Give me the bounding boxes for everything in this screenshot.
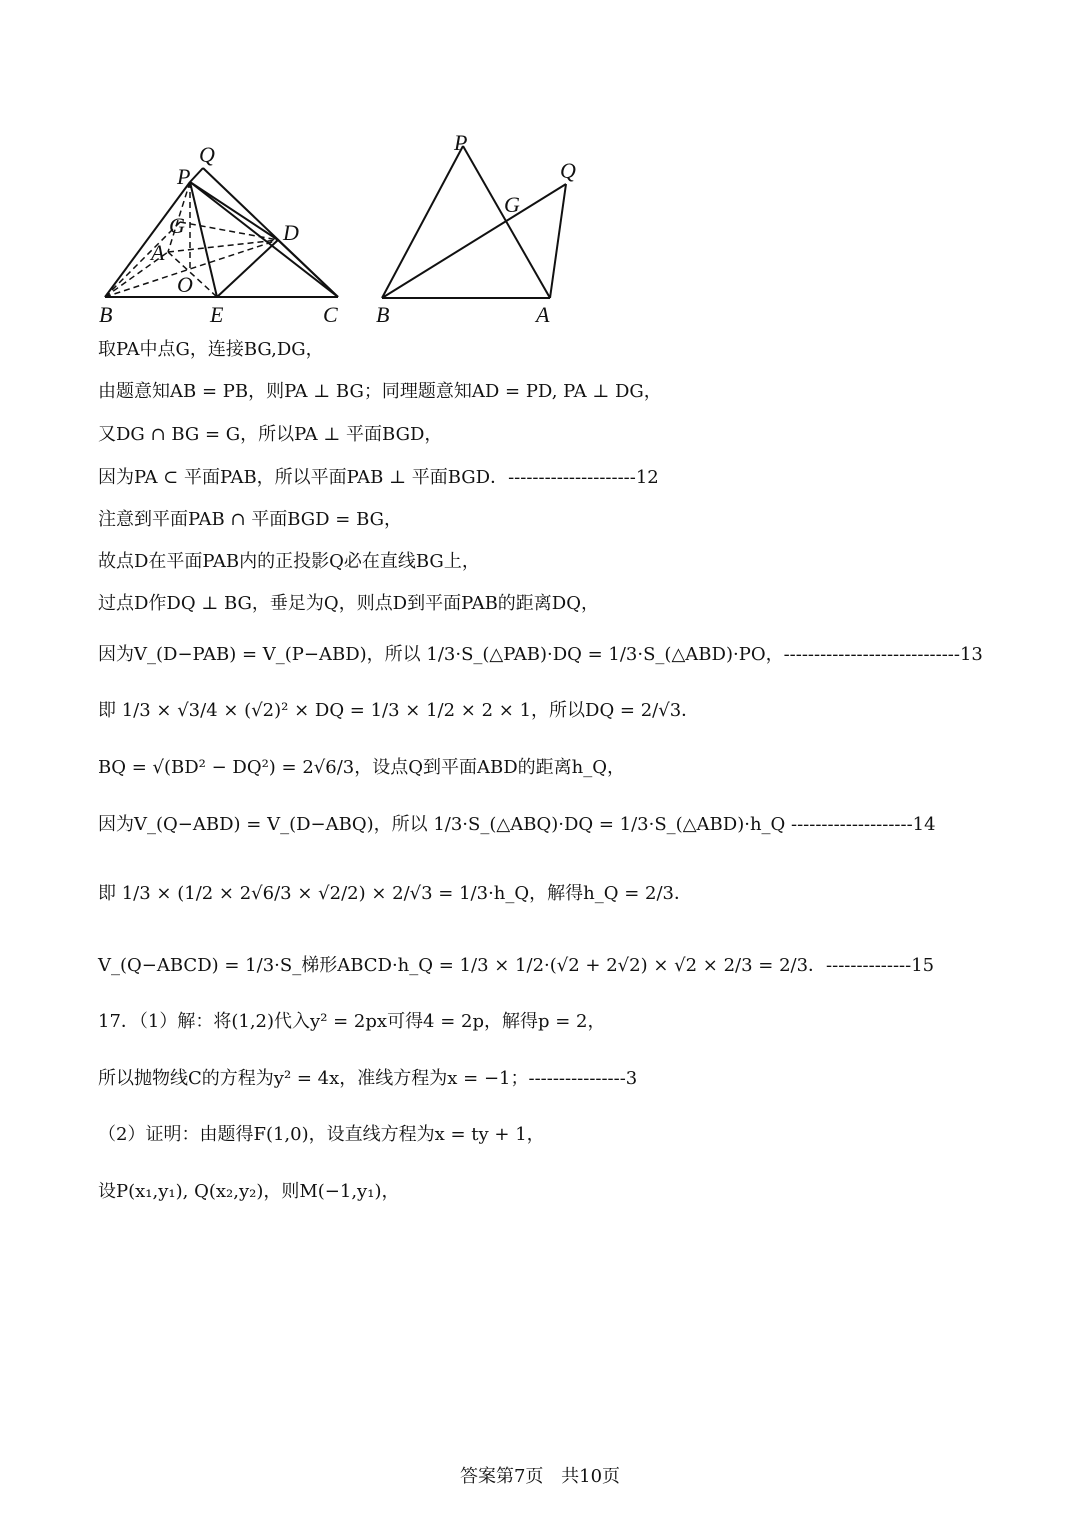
pyramid-figure	[95, 140, 355, 330]
problem-17-part-1: 17．（1）解：将(1,2)代入y² = 2px可得4 = 2p，解得p = 2，	[98, 1011, 606, 1032]
label-Q-right: Q	[560, 158, 576, 183]
label-A: A	[151, 240, 165, 265]
page-total: 共10页	[561, 1466, 621, 1487]
solution-line-2: 由题意知AB = PB，则PA ⊥ BG；同理题意知AD = PD, PA ⊥ DG，	[98, 381, 662, 402]
page-number: 答案第7页	[459, 1466, 544, 1487]
edge-BP	[382, 146, 463, 298]
problem-17-part-1-result: 所以抛物线C的方程为y² = 4x，准线方程为x = −1；----------------3	[98, 1068, 638, 1089]
section-figure	[370, 128, 600, 330]
edge-BQ	[382, 184, 566, 298]
label-P: P	[177, 164, 191, 189]
label-G: G	[169, 213, 185, 238]
solution-line-4: 因为PA ⊂ 平面PAB，所以平面PAB ⊥ 平面BGD．---------------------12	[98, 467, 659, 488]
solution-line-9: 即 1/3 × √3/4 × (√2)² × DQ = 1/3 × 1/2 × 2 × 1，所以DQ = 2/√3．	[98, 700, 700, 721]
page-footer	[0, 1462, 1080, 1488]
solution-line-7: 过点D作DQ ⊥ BG，垂足为Q，则点D到平面PAB的距离DQ，	[98, 593, 599, 614]
edge-QP	[190, 168, 203, 182]
label-C: C	[323, 302, 338, 327]
label-B: B	[99, 302, 113, 327]
label-G-right: G	[504, 192, 520, 217]
label-E: E	[210, 302, 224, 327]
label-B-right: B	[376, 302, 390, 327]
label-D: D	[283, 220, 299, 245]
solution-line-11: 因为V_(Q−ABD) = V_(D−ABQ)，所以 1/3·S_(△ABQ)·DQ = 1/3·S_(△ABD)·h_Q --------------------14	[98, 814, 936, 835]
label-P-right: P	[454, 130, 468, 155]
solution-line-10: BQ = √(BD² − DQ²) = 2√6/3，设点Q到平面ABD的距离h_Q，	[98, 757, 626, 778]
solution-line-13: V_(Q−ABCD) = 1/3·S_梯形ABCD·h_Q = 1/3 × 1/2·(√2 + 2√2) × √2 × 2/3 = 2/3．--------------15	[98, 955, 935, 976]
solution-line-1: 取PA中点G，连接BG,DG，	[98, 339, 324, 360]
label-Q: Q	[199, 142, 215, 167]
problem-17-part-2-points: 设P(x₁,y₁), Q(x₂,y₂)，则M(−1,y₁)，	[98, 1181, 400, 1202]
solution-line-12: 即 1/3 × (1/2 × 2√6/3 × √2/2) × 2/√3 = 1/3·h_Q，解得h_Q = 2/3．	[98, 883, 692, 904]
solution-line-8: 因为V_(D−PAB) = V_(P−ABD)，所以 1/3·S_(△PAB)·DQ = 1/3·S_(△ABD)·PO，-----------------------------13	[98, 644, 983, 665]
problem-17-part-2: （2）证明：由题得F(1,0)，设直线方程为x = ty + 1，	[98, 1124, 545, 1145]
solution-line-5: 注意到平面PAB ∩ 平面BGD = BG，	[98, 509, 403, 530]
edge-DE	[217, 240, 278, 297]
edge-QA	[550, 184, 566, 298]
solution-line-6: 故点D在平面PAB内的正投影Q必在直线BG上，	[98, 551, 480, 572]
label-A-right: A	[536, 302, 550, 327]
edge-DC	[278, 240, 338, 297]
label-O: O	[177, 272, 193, 297]
solution-line-3: 又DG ∩ BG = G，所以PA ⊥ 平面BGD，	[98, 424, 443, 445]
